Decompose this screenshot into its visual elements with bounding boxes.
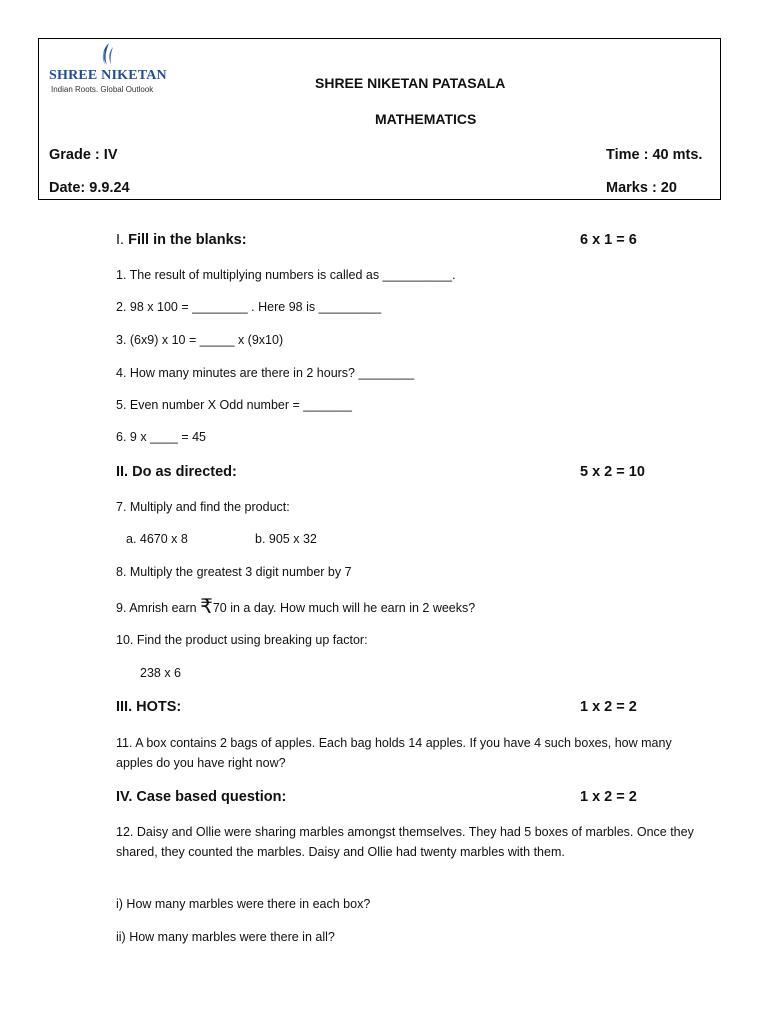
question-1: 1. The result of multiplying numbers is called as __________. bbox=[116, 268, 456, 282]
section-2-title: II. Do as directed: bbox=[116, 464, 237, 480]
question-7b: b. 905 x 32 bbox=[255, 532, 317, 546]
question-9-start: 9. Amrish earn bbox=[116, 601, 201, 615]
question-10: 10. Find the product using breaking up factor: bbox=[116, 633, 368, 647]
question-8: 8. Multiply the greatest 3 digit number by 7 bbox=[116, 565, 352, 579]
question-9-end: 70 in a day. How much will he earn in 2 weeks? bbox=[212, 601, 476, 615]
question-12: 12. Daisy and Ollie were sharing marbles amongst themselves. They had 5 boxes of marbles. Once they shared, they counted the marbles. Daisy and Ollie had twenty marbles with them. bbox=[116, 825, 694, 859]
section-1-marks: 6 x 1 = 6 bbox=[580, 232, 637, 248]
school-logo bbox=[49, 41, 199, 93]
question-4: 4. How many minutes are there in 2 hours? ________ bbox=[116, 366, 415, 380]
header-box bbox=[38, 38, 721, 200]
question-10-expression: 238 x 6 bbox=[140, 666, 182, 680]
question-12-ii: ii) How many marbles were there in all? bbox=[116, 930, 335, 944]
grade-label: Grade : IV bbox=[49, 147, 118, 163]
question-3: 3. (6x9) x 10 = _____ x (9x10) bbox=[116, 333, 284, 347]
section-3-title: III. HOTS: bbox=[116, 699, 182, 715]
question-7: 7. Multiply and find the product: bbox=[116, 500, 290, 514]
section-1-heading: Fill in the blanks: bbox=[128, 232, 247, 248]
question-12-i: i) How many marbles were there in each box? bbox=[116, 897, 371, 911]
question-6: 6. 9 x ____ = 45 bbox=[116, 430, 207, 444]
school-name: SHREE NIKETAN PATASALA bbox=[315, 75, 506, 91]
question-11: 11. A box contains 2 bags of apples. Each bag holds 14 apples. If you have 4 such boxes, how many apples do you have right now? bbox=[116, 736, 672, 770]
flame-logo-icon bbox=[95, 41, 121, 69]
section-3-marks: 1 x 2 = 2 bbox=[580, 699, 637, 715]
section-4-marks: 1 x 2 = 2 bbox=[580, 789, 637, 805]
marks-label: Marks : 20 bbox=[606, 180, 677, 196]
question-7a: a. 4670 x 8 bbox=[126, 532, 188, 546]
section-4-title: IV. Case based question: bbox=[116, 789, 287, 805]
date-label: Date: 9.9.24 bbox=[49, 180, 130, 196]
question-2: 2. 98 x 100 = ________ . Here 98 is _________ bbox=[116, 300, 382, 314]
section-1-title bbox=[116, 232, 247, 248]
logo-tagline: Indian Roots. Global Outlook bbox=[51, 85, 154, 94]
time-label: Time : 40 mts. bbox=[606, 147, 703, 163]
section-2-marks: 5 x 2 = 10 bbox=[580, 464, 645, 480]
logo-name: SHREE NIKETAN bbox=[49, 68, 167, 83]
section-1-numeral: I. bbox=[116, 232, 125, 248]
subject-title: MATHEMATICS bbox=[375, 111, 477, 127]
question-9 bbox=[116, 594, 475, 619]
rupee-symbol: ₹ bbox=[200, 596, 213, 618]
question-5: 5. Even number X Odd number = _______ bbox=[116, 398, 352, 412]
